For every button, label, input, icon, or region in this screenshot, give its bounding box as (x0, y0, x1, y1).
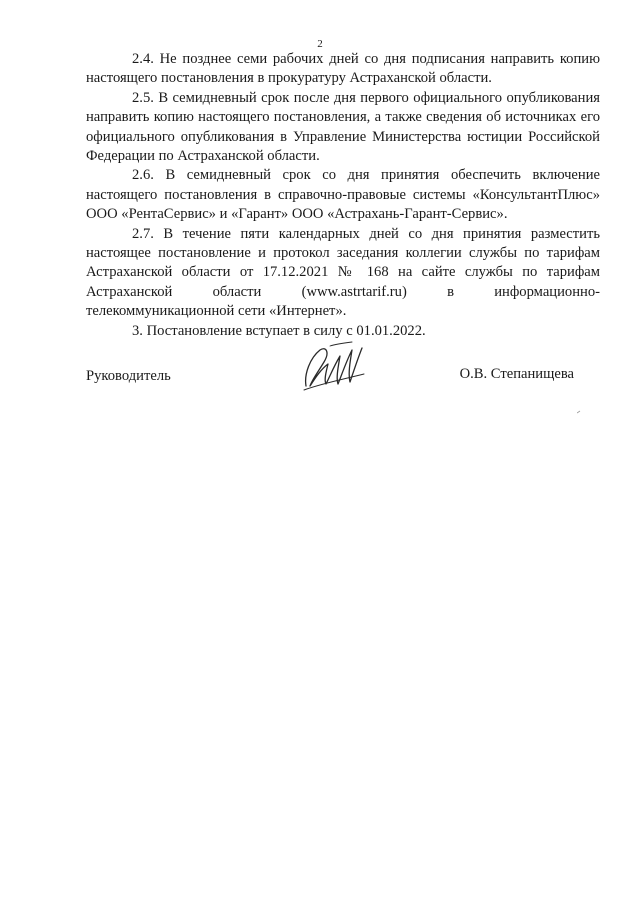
scan-speck (577, 410, 581, 414)
paragraph-2-4: 2.4. Не позднее семи рабочих дней со дня подписания направить копию настоящего постановления в прокуратуру Астраханской области. (86, 51, 600, 87)
page-number: 2 (317, 38, 323, 50)
paragraph-2-7: 2.7. В течение пяти календарных дней со дня принятия разместить настоящее постановление и протокол заседания коллегии службы по тарифам Астраханской области от 17.12.2021 № 168 на сайте службы по тарифам Астраханской области (www.astrtarif.ru) в информационно-телекоммуникационной сети «Интернет». (86, 225, 600, 320)
paragraph-3: 3. Постановление вступает в силу с 01.01.2022. (132, 322, 426, 339)
signatory-title: Руководитель (86, 368, 171, 384)
signature-icon (300, 340, 370, 396)
paragraph-2-6: 2.6. В семидневный срок со дня принятия обеспечить включение настоящего постановления в справочно-правовые системы «КонсультантПлюс» ООО «РентаСервис» и «Гарант» ООО «Астрахань-Гарант-Сервис». (86, 167, 600, 223)
signatory-name: О.В. Степанищева (459, 366, 574, 382)
paragraph-2-5: 2.5. В семидневный срок после дня первого официального опубликования направить копию настоящего постановления, а также сведения об источниках его официального опубликования в Управление Министерства юстиции Российской Федерации по Астраханской области. (86, 89, 600, 165)
signature-block (86, 340, 600, 400)
document-body (86, 50, 600, 341)
